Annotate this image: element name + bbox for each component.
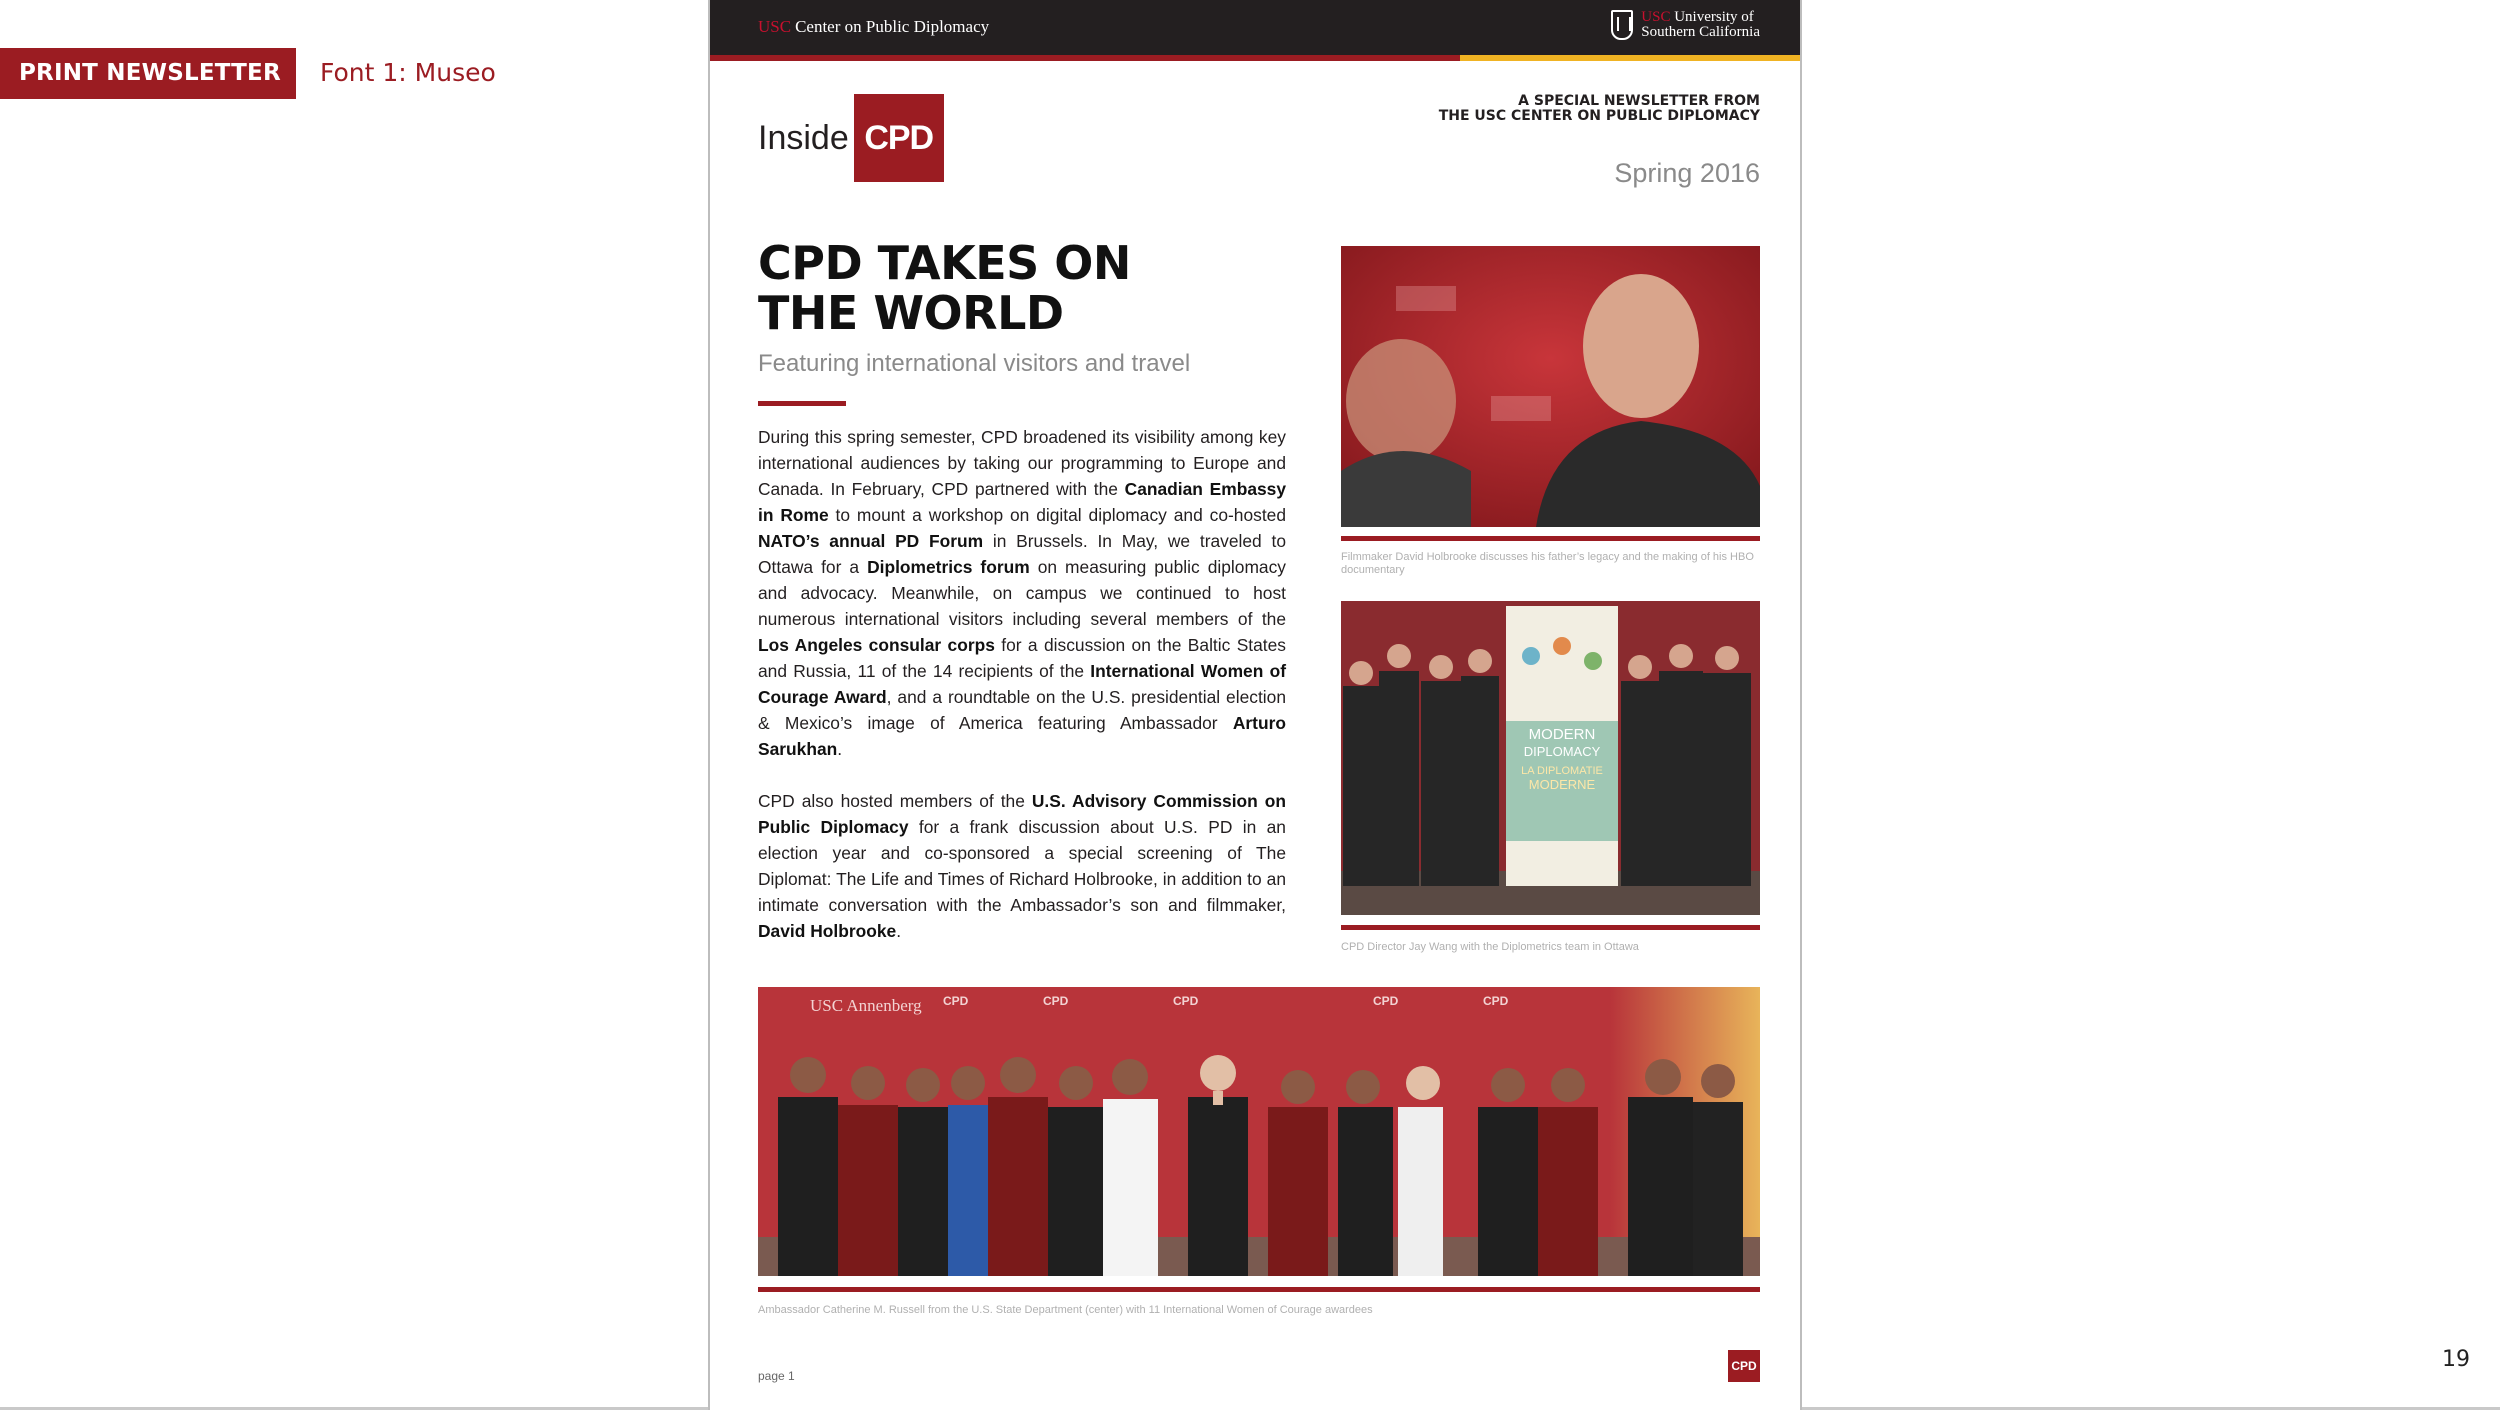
backdrop-cpd-5: CPD [1483, 994, 1509, 1008]
center-name: Center on Public Diplomacy [795, 17, 990, 36]
newsletter-topbar [710, 0, 1800, 55]
p1-bold-4: Los Angeles consular corps [758, 635, 995, 655]
caption-rule-3 [758, 1287, 1760, 1292]
issue-season: Spring 2016 [1614, 158, 1760, 188]
slide-number: 19 [2442, 1347, 2470, 1372]
caption-rule-2 [1341, 925, 1760, 930]
special-line-2: THE USC CENTER ON PUBLIC DIPLOMACY [1438, 108, 1760, 124]
backdrop-annenberg: USC Annenberg [810, 996, 922, 1015]
caption-filmmaker: Filmmaker David Holbrooke discusses his father’s legacy and the making of his HBO documentary [1341, 551, 1754, 576]
headline-line-2: THE WORLD [758, 286, 1064, 340]
p1-bold-5: International Women of Courage Award [758, 661, 1286, 707]
font-note: Font 1: Museo [320, 58, 496, 87]
caption-women-of-courage: Ambassador Catherine M. Russell from the U.S. State Department (center) with 11 International Women of Courage awardees [758, 1304, 1373, 1316]
headline-rule [758, 401, 846, 406]
paragraph-2 [758, 788, 1286, 944]
photo-filmmaker [1341, 246, 1760, 527]
inside-cpd-logo [758, 94, 944, 182]
photo-ottawa-team [1341, 601, 1760, 915]
p2-bold-2: David Holbrooke [758, 921, 897, 941]
special-line-1: A SPECIAL NEWSLETTER FROM [1518, 93, 1760, 109]
univ-usc-label: USC [1641, 9, 1671, 25]
university-wordmark [1641, 10, 1760, 40]
logo-inside-text: Inside [758, 118, 849, 157]
center-wordmark [758, 17, 989, 37]
backdrop-cpd-3: CPD [1173, 994, 1199, 1008]
p1-text-3: in Brussels. In May, we traveled to Ottawa for a [758, 531, 1286, 577]
backdrop-cpd-4: CPD [1373, 994, 1399, 1008]
p2-text-2: for a frank discussion about U.S. PD in an election year and co-sponsored a special screening of The Diplomat: The Life and Times of Richard Holbrooke, in addition to an intimate conversation with the Ambassador’s son and filmmaker, [758, 817, 1286, 915]
univ-line2: Southern California [1641, 24, 1760, 40]
univ-line1: University of [1674, 9, 1754, 25]
footer-cpd-logo: CPD [1728, 1350, 1760, 1382]
article-body [758, 424, 1286, 944]
banner-diplomacy: DIPLOMACY [1523, 744, 1601, 759]
p2-text-1: CPD also hosted members of the [758, 791, 1032, 811]
p1-text-1: During this spring semester, CPD broadened its visibility among key international audiences by taking our programming to Europe and Canada. In February, CPD partnered with the [758, 427, 1286, 499]
newsletter-page [708, 0, 1802, 1410]
special-newsletter-note [1439, 94, 1760, 124]
backdrop-cpd-2: CPD [1043, 994, 1069, 1008]
subheadline: Featuring international visitors and travel [758, 350, 1191, 377]
p1-text-6: , and a roundtable on the U.S. presidential election & Mexico’s image of America featuring Ambassador [758, 687, 1286, 733]
headline [758, 238, 1318, 338]
university-logo [1611, 10, 1760, 40]
p2-text-3: . [896, 921, 902, 941]
caption-rule-1 [1341, 536, 1760, 541]
p1-text-5: for a discussion on the Baltic States and Russia, 11 of the 14 recipients of the [758, 635, 1286, 681]
page-number: page 1 [758, 1369, 795, 1383]
caption-ottawa: CPD Director Jay Wang with the Diplometrics team in Ottawa [1341, 941, 1639, 953]
logo-cpd-box: CPD [854, 94, 944, 182]
p2-bold-1: U.S. Advisory Commission on Public Diplomacy [758, 791, 1286, 837]
banner-modern: MODERN [1528, 726, 1596, 743]
backdrop-cpd-1: CPD [943, 994, 969, 1008]
accent-bar-red [710, 55, 1460, 61]
p1-bold-2: NATO’s annual PD Forum [758, 531, 984, 551]
headline-line-1: CPD TAKES ON [758, 236, 1131, 290]
usc-label: USC [758, 17, 792, 36]
p1-bold-1: Canadian Embassy in Rome [758, 479, 1287, 525]
p1-bold-6: Arturo Sarukhan [758, 713, 1286, 759]
p1-text-7: . [837, 739, 843, 759]
photo-women-of-courage [758, 987, 1760, 1276]
paragraph-1 [758, 424, 1286, 762]
print-newsletter-tag: PRINT NEWSLETTER [0, 48, 296, 99]
photo-group-image [758, 987, 1760, 1276]
banner-la-diplomatie: LA DIPLOMATIE [1521, 765, 1603, 777]
p1-text-2: to mount a workshop on digital diplomacy and co-hosted [828, 505, 1286, 525]
usc-seal-icon [1611, 10, 1633, 40]
banner-moderne: MODERNE [1528, 777, 1596, 792]
p1-bold-3: Diplometrics forum [867, 557, 1030, 577]
photo-ottawa-image [1341, 601, 1760, 915]
photo-filmmaker-image [1341, 246, 1760, 527]
accent-bar-gold [1460, 55, 1802, 61]
p1-text-4: on measuring public diplomacy and advocacy. Meanwhile, on campus we continued to host numerous international visitors including several members of the [758, 557, 1286, 629]
